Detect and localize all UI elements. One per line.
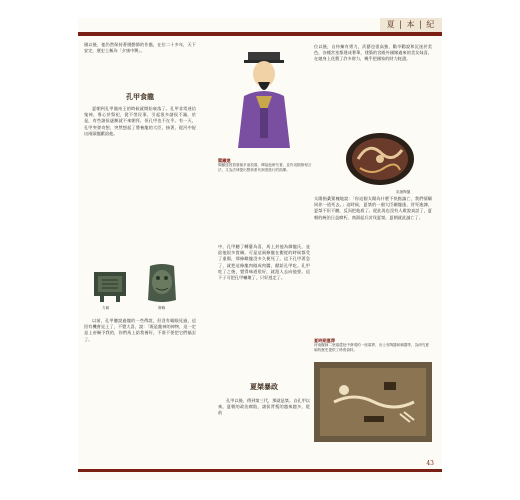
bronze-right-caption: 牌飾 <box>158 306 166 310</box>
portrait-caption-text: 閻鐵達因寫夏朝多而放歲，傳說他研究著，並作這類無相言法，又為法律提出整套系代制度進行的指揮。 <box>218 163 312 172</box>
chapter-header-tab: 夏 | 本 | 紀 <box>380 18 442 32</box>
top-rule <box>78 32 442 36</box>
painted-pottery-plate-image <box>340 130 420 188</box>
bronze-fangyi-image <box>88 268 132 304</box>
middle-paragraph-2: 孔甲以後，傳到第三代，那就是桀。自孔甲以來，夏朝的政治腐敗，諸侯背叛的越來越多，從前 <box>218 398 310 416</box>
bottom-rule <box>78 469 442 472</box>
left-column-section1 <box>84 106 196 139</box>
page-number: 43 <box>426 460 434 467</box>
section-title-kongjia: 孔甲食龍 <box>126 92 154 101</box>
right-column-middle <box>314 196 432 223</box>
section2-paragraph: 以前，孔甲聽說過龍的一些傳說，但沒有親眼見過，這回有機會見上了，不覺大喜，說：「既是龍神的神物，這一定是上帝賜予我的，你們馬上給我養好，不准不要把它們搞丟了。 <box>84 318 196 342</box>
ancient-figure-portrait <box>224 48 304 148</box>
bronze-left-caption: 方銅 <box>102 306 110 310</box>
bronze-plaque-image <box>142 262 182 304</box>
portrait-caption-title: 閻鐵達 <box>218 158 231 163</box>
tomb-photo-text: 河南偃師二里頭遺址中發現的一座墓葬，出土有陶器和銅器等，為研究夏朝的歷史提供了珍貴資料。 <box>314 343 429 352</box>
section1-paragraph: 夏朝到孔甲做帝王的時候就開始衰落了。孔甲非常迷信鬼神，專心於祭祀，從不勞民事，引起很多諸侯不滿，於是，有些諸侯逐漸就不來朝拜，但孔甲也不在乎。有一天，孔甲突發奇想，突然想起了將養龍的大臣，接著，從河中捉出兩頭龍獻給他。 <box>84 106 196 136</box>
right-paragraph-2: 太陽指桑罵槐地說：「你這個太陽為什麼不快點滅亡，我們情願同你一道死去。」這時候，夏桀的一個大臣關龍逢，冒死進諫，夏桀不但不聽，反而把他殺了。從此再也沒有人敢說真話了，夏朝的統治日益腐朽，商湯起兵討伐夏桀，夏朝就此滅亡了。 <box>314 196 432 220</box>
right-paragraph-1: 位以後，自恃擁有勇力，武藝也很高強，勸卒勸說和沉迷於美色，各種宮室都建成奢華，建築的宮殿外國嫁過來的美女妹喜，在她身上花費了許多財力，幾乎把國家的財力耗盡。 <box>314 44 432 62</box>
tomb-photo-caption <box>314 338 432 353</box>
tomb-photo-title: 夏時期墓葬 <box>314 338 335 343</box>
middle-paragraph-1: 中，孔甲聽了轉憂為喜，馬上封他為御龍氏，並給他很多賞賜。可是這兩條龍在搬從的時候都受了重傷，那條雌龍沒多久便死了。這下孔甲著急了，就把這條龍肉做成肉醬，獻給孔甲吃。孔甲吃了之後，覺得味道很好，就派人去向他要。這下子可把孔甲嚇壞了，只好逃走了。 <box>218 244 310 281</box>
xia-tomb-photo <box>314 362 432 442</box>
left-column-bottom <box>84 318 196 345</box>
plate-caption: 彩繪陶盤 <box>396 190 411 194</box>
middle-column-bottom <box>218 398 310 419</box>
left-column-top <box>84 42 196 56</box>
right-column-top <box>314 44 432 65</box>
book-page <box>78 18 442 480</box>
portrait-caption <box>218 158 314 173</box>
intro-paragraph: 國以後，他仍然保持著樸勤節的作風，在位二十多年，天下安定，歷史上稱為「夕康中興」。 <box>84 42 196 54</box>
section-title-xiajie: 夏桀暴政 <box>250 382 278 391</box>
middle-column-text <box>218 244 310 283</box>
